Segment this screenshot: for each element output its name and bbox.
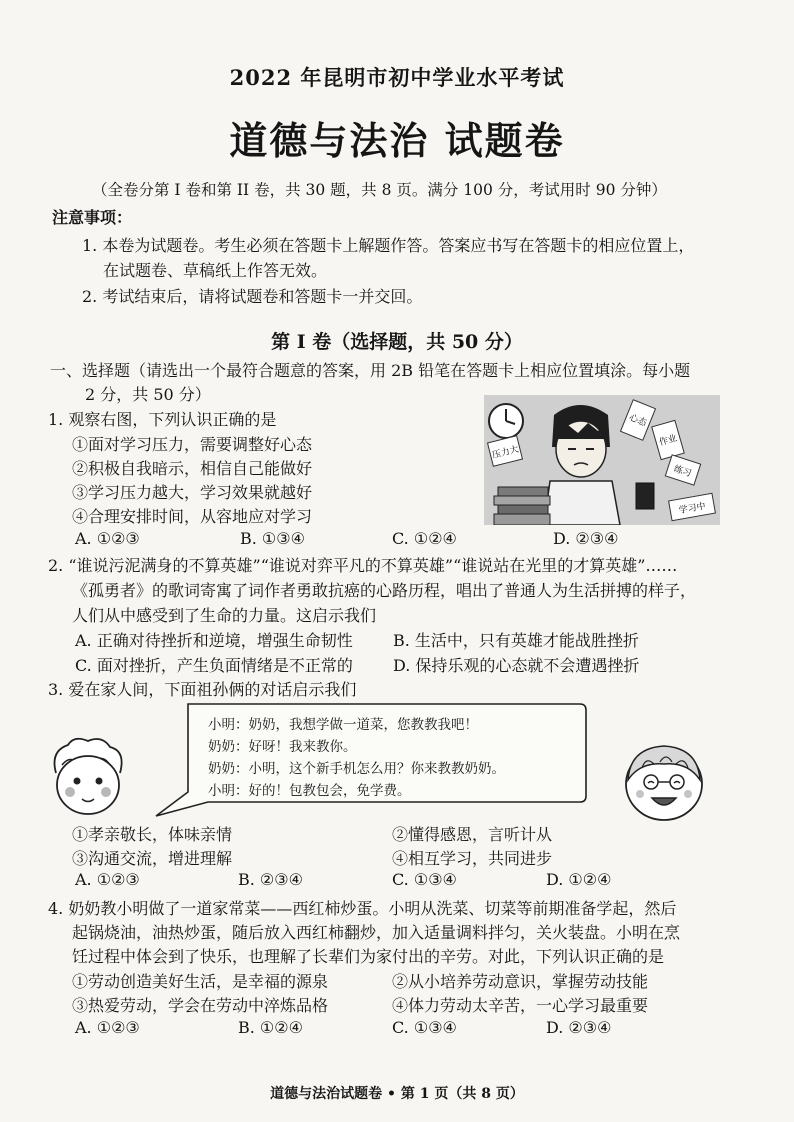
q1-statement-4: ④合理安排时间，从容地应对学习 <box>72 507 313 526</box>
section-instruction-cont: 2 分，共 50 分） <box>85 385 211 404</box>
exam-title: 2022 年昆明市初中学业水平考试 <box>229 65 565 90</box>
dialog-line-3: 奶奶：小明，这个新手机怎么用？你来教教奶奶。 <box>208 761 505 777</box>
q2-option-c[interactable]: C. 面对挫折，产生负面情绪是不正常的 <box>75 656 353 675</box>
q2-line-2: 《孤勇者》的歌词寄寓了词作者勇敢抗癌的心路历程，唱出了普通人为生活拼搏的样子， <box>72 581 697 600</box>
q1-option-d[interactable]: D. ②③④ <box>553 529 619 548</box>
dialog-line-1: 小明：奶奶，我想学做一道菜，您教教我吧！ <box>208 717 478 733</box>
book-stack <box>494 487 550 525</box>
q4-statement-3: ③热爱劳动，学会在劳动中淬炼品格 <box>72 996 329 1015</box>
svg-text:学习中: 学习中 <box>678 501 707 517</box>
q4-option-b[interactable]: B. ①②④ <box>238 1018 303 1037</box>
q4-line-2: 起锅烧油，油热炒蛋，随后放入西红柿翻炒，加入适量调料拌匀，关火装盘。小明在烹 <box>72 923 681 942</box>
q3-statement-4: ④相互学习，共同进步 <box>392 849 553 868</box>
q3-statement-3: ③沟通交流，增进理解 <box>72 849 233 868</box>
boy-illustration <box>44 735 130 823</box>
note-1-cont: 在试题卷、草稿纸上作答无效。 <box>103 261 328 280</box>
q3-option-c[interactable]: C. ①③④ <box>392 870 457 889</box>
q2-option-d[interactable]: D. 保持乐观的心态就不会遭遇挫折 <box>393 656 640 675</box>
q4-statement-4: ④体力劳动太辛苦，一心学习最重要 <box>392 996 649 1015</box>
q4-statement-1: ①劳动创造美好生活，是幸福的源泉 <box>72 972 329 991</box>
q4-option-d[interactable]: D. ②③④ <box>546 1018 612 1037</box>
q1-stress-illustration <box>484 395 720 525</box>
grandma-illustration <box>616 740 712 828</box>
q4-statement-2: ②从小培养劳动意识，掌握劳动技能 <box>392 972 649 991</box>
q4-option-a[interactable]: A. ①②③ <box>75 1018 140 1037</box>
svg-text:作业: 作业 <box>658 433 679 449</box>
subject-title: 道德与法治 试题卷 <box>229 118 565 163</box>
q1-option-a[interactable]: A. ①②③ <box>75 529 140 548</box>
q4-option-c[interactable]: C. ①③④ <box>392 1018 457 1037</box>
svg-text:心态: 心态 <box>627 412 648 429</box>
note-2: 2. 考试结束后，请将试题卷和答题卡一并交回。 <box>82 287 423 306</box>
q2-option-a[interactable]: A. 正确对待挫折和逆境，增强生命韧性 <box>75 631 353 650</box>
q4-line-1: 4. 奶奶教小明做了一道家常菜——西红柿炒蛋。小明从洗菜、切菜等前期准备学起，然后 <box>48 899 677 918</box>
q3-option-d[interactable]: D. ①②④ <box>546 870 612 889</box>
q1-statement-3: ③学习压力越大，学习效果就越好 <box>72 483 313 502</box>
q3-statement-2: ②懂得感恩，言听计从 <box>392 825 553 844</box>
q3-option-b[interactable]: B. ②③④ <box>238 870 303 889</box>
q2-option-b[interactable]: B. 生活中，只有英雄才能战胜挫折 <box>393 631 639 650</box>
q1-statement-2: ②积极自我暗示，相信自己能做好 <box>72 459 313 478</box>
q2-line-1: 2. “谁说污泥满身的不算英雄”“谁说对弈平凡的不算英雄”“谁说站在光里的才算英雄”…… <box>48 556 678 575</box>
q1-option-c[interactable]: C. ①②④ <box>392 529 457 548</box>
exam-scope: （全卷分第 I 卷和第 II 卷，共 30 题，共 8 页。满分 100 分，考试用时 90 分钟） <box>92 181 667 199</box>
dialog-line-4: 小明：好的！包教包会，免学费。 <box>208 783 411 799</box>
q3-statement-1: ①孝亲敬长，体味亲情 <box>72 825 233 844</box>
note-1: 1. 本卷为试题卷。考生必须在答题卡上解题作答。答案应书写在答题卡的相应位置上， <box>82 236 695 255</box>
section-instruction: 一、选择题（请选出一个最符合题意的答案，用 2B 铅笔在答题卡上相应位置填涂。每小题 <box>50 361 691 380</box>
svg-text:压力大: 压力大 <box>491 444 520 462</box>
q2-line-3: 人们从中感受到了生命的力量。这启示我们 <box>72 606 377 625</box>
q1-statement-1: ①面对学习压力，需要调整好心态 <box>72 435 313 454</box>
q3-option-a[interactable]: A. ①②③ <box>75 870 140 889</box>
section-title: 第 I 卷（选择题，共 50 分） <box>271 331 523 353</box>
page-footer: 道德与法治试题卷 • 第 1 页（共 8 页） <box>270 1086 524 1102</box>
q1-option-b[interactable]: B. ①③④ <box>240 529 305 548</box>
q1-stem: 1. 观察右图，下列认识正确的是 <box>48 410 277 429</box>
cup-icon <box>636 483 654 509</box>
dialog-line-2: 奶奶：好呀！我来教你。 <box>208 739 357 755</box>
q3-stem: 3. 爱在家人间，下面祖孙俩的对话启示我们 <box>48 680 357 699</box>
svg-text:练习: 练习 <box>672 464 693 480</box>
notes-title: 注意事项： <box>52 208 133 227</box>
q4-line-3: 饪过程中体会到了快乐，也理解了长辈们为家付出的辛劳。对此，下列认识正确的是 <box>72 947 665 966</box>
